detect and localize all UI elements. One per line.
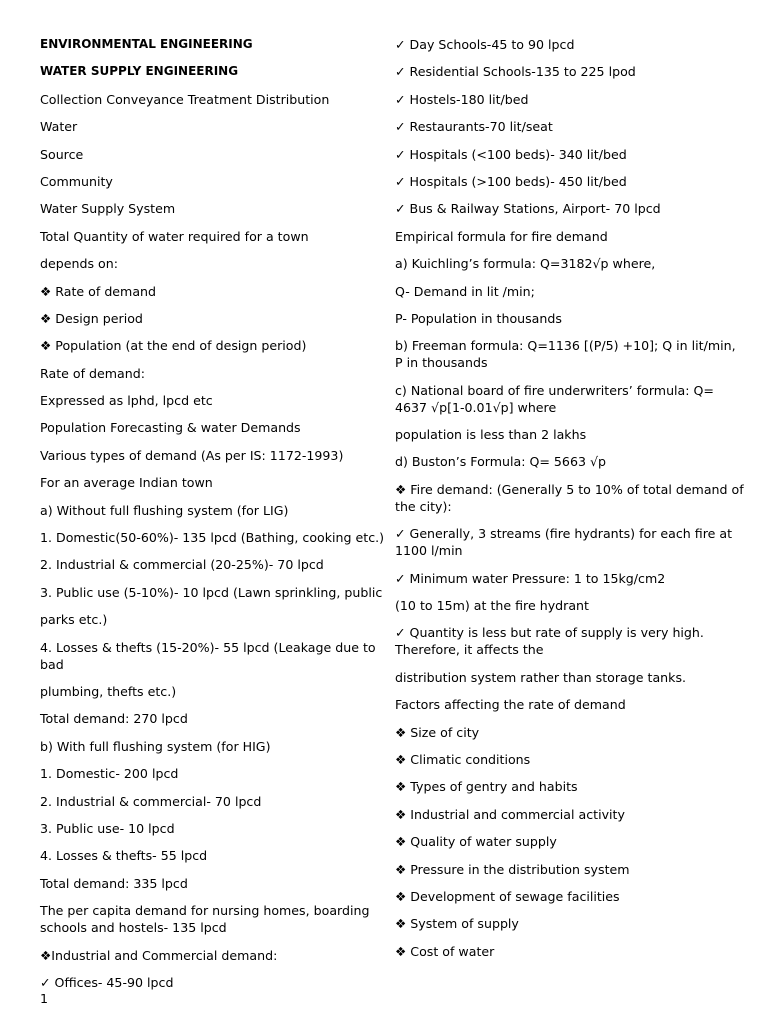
text-line: population is less than 2 lakhs [395,427,587,443]
text-line: ✓ Minimum water Pressure: 1 to 15kg/cm2 [395,570,666,586]
text-line: 4. Losses & thefts (15-20%)- 55 lpcd (Leakage due to bad [40,639,376,672]
text-line: ✓ Quantity is less but rate of supply is very high. Therefore, it affects the [395,625,704,658]
text-line: Community [40,173,113,189]
text-line: ✓ Residential Schools-135 to 225 lpod [395,64,636,80]
text-line: P- Population in thousands [395,310,562,326]
text-line: Rate of demand: [40,365,145,381]
text-line: 1. Domestic- 200 lpcd [40,766,179,782]
text-line: Water Supply System [40,201,176,217]
text-line: ❖ Population (at the end of design period) [40,338,307,354]
text-line: ✓ Day Schools-45 to 90 lpcd [395,37,575,52]
text-line: ❖ Fire demand: (Generally 5 to 10% of total demand of the city): [395,481,744,514]
text-line: c) National board of fire underwriters’ formula: Q= 4637 √p[1-0.01√p] where [395,382,714,415]
page-number: 1 [40,991,49,1006]
text-line: a) Kuichling’s formula: Q=3182√p where, [395,256,656,272]
text-line: Total demand: 335 lpcd [40,875,188,891]
text-line: ❖Industrial and Commercial demand: [40,947,278,963]
text-line: Q- Demand in lit /min; [395,283,535,299]
text-line: Various types of demand (As per IS: 1172-1993) [40,447,344,463]
text-line: ❖ Climatic conditions [395,751,531,767]
heading: ENVIRONMENTAL ENGINEERING [40,37,253,51]
text-line: ❖ Design period [40,310,143,326]
text-line: Collection Conveyance Treatment Distribution [40,91,330,107]
text-line: Water [40,119,78,135]
text-line: plumbing, thefts etc.) [40,683,177,699]
text-line: distribution system rather than storage tanks. [395,669,687,685]
text-line: The per capita demand for nursing homes, boarding schools and hostels- 135 lpcd [40,903,370,936]
text-line: depends on: [40,256,118,272]
text-line: 4. Losses & thefts- 55 lpcd [40,848,208,864]
text-line: Empirical formula for fire demand [395,228,608,244]
text-line: For an average Indian town [40,475,213,491]
right-column [395,36,745,970]
left-column [40,36,390,1001]
text-line: ❖ Types of gentry and habits [395,779,578,795]
text-line: ❖ System of supply [395,916,519,932]
text-line: ❖ Development of sewage facilities [395,888,620,904]
text-line: d) Buston’s Formula: Q= 5663 √p [395,454,606,470]
text-line: b) With full flushing system (for HIG) [40,738,271,754]
text-line: ❖ Cost of water [395,943,495,959]
text-line: ✓ Hostels-180 lit/bed [395,91,529,107]
text-line: ❖ Pressure in the distribution system [395,861,630,877]
text-line: ✓ Offices- 45-90 lpcd [40,974,174,990]
text-line: 3. Public use- 10 lpcd [40,820,175,836]
text-line: ✓ Hospitals (>100 beds)- 450 lit/bed [395,173,627,189]
text-line: 2. Industrial & commercial (20-25%)- 70 lpcd [40,557,324,573]
text-line: Population Forecasting & water Demands [40,420,301,436]
text-line: Total demand: 270 lpcd [40,711,188,727]
text-line: 2. Industrial & commercial- 70 lpcd [40,793,262,809]
text-line: a) Without full flushing system (for LIG) [40,502,289,518]
text-line: 1. Domestic(50-60%)- 135 lpcd (Bathing, cooking etc.) [40,530,385,546]
text-line: ❖ Size of city [395,724,480,740]
text-line: ✓ Hospitals (<100 beds)- 340 lit/bed [395,146,627,162]
text-line: ❖ Rate of demand [40,283,157,299]
text-line: ✓ Bus & Railway Stations, Airport- 70 lpcd [395,201,661,217]
text-line: ❖ Quality of water supply [395,834,557,850]
text-line: Expressed as lphd, lpcd etc [40,393,213,409]
text-line: b) Freeman formula: Q=1136 [(P/5) +10]; Q in lit/min, P in thousands [395,338,736,371]
text-line: 3. Public use (5-10%)- 10 lpcd (Lawn sprinkling, public [40,584,383,600]
text-line: Source [40,146,84,162]
text-line: (10 to 15m) at the fire hydrant [395,598,589,614]
text-line: ✓ Restaurants-70 lit/seat [395,119,553,135]
text-line: Factors affecting the rate of demand [395,697,626,713]
heading: WATER SUPPLY ENGINEERING [40,64,239,79]
text-line: Total Quantity of water required for a town [40,228,309,244]
text-line: ✓ Generally, 3 streams (fire hydrants) for each fire at 1100 l/min [395,526,733,559]
text-line: ❖ Industrial and commercial activity [395,806,625,822]
text-line: parks etc.) [40,612,108,628]
